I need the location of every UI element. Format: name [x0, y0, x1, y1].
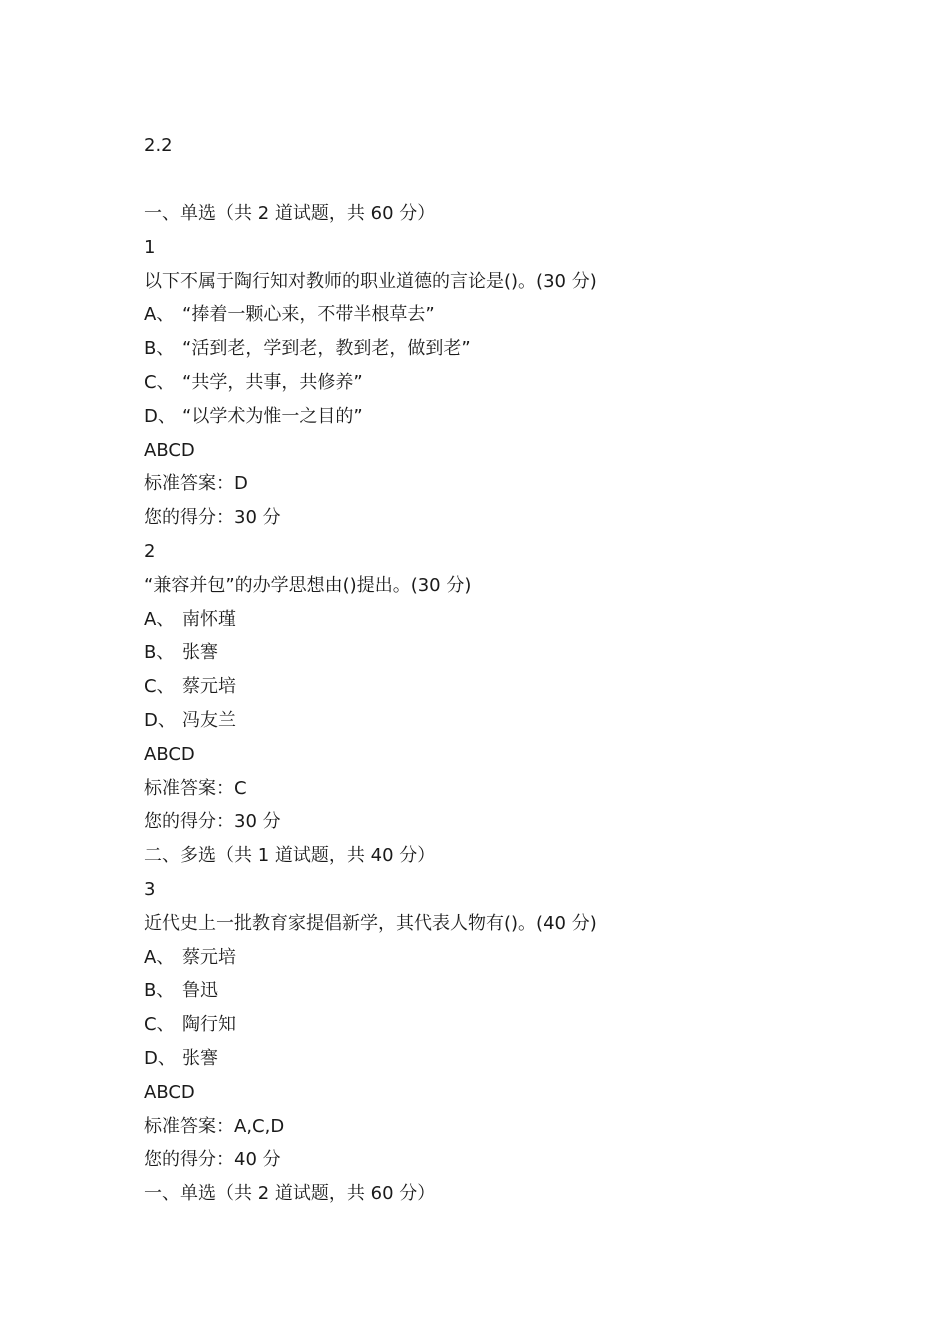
your-score: 您的得分：30 分: [144, 507, 281, 529]
option-b: [144, 980, 864, 1002]
question-number: 1: [144, 236, 156, 258]
option-letter: C、: [144, 676, 175, 698]
option-text: 张謇: [182, 642, 218, 664]
option-letter: A、: [144, 304, 175, 326]
question-number: 3: [144, 878, 156, 900]
option-c: [144, 372, 864, 394]
option-text: 南怀瑾: [182, 608, 236, 630]
answer-choices: ABCD: [144, 1081, 195, 1103]
option-letter: C、: [144, 1014, 175, 1036]
question-stem: “兼容并包”的办学思想由()提出。(30 分): [144, 574, 472, 596]
standard-answer: 标准答案：C: [144, 777, 247, 799]
question-number: 2: [144, 540, 156, 562]
option-a: [144, 947, 864, 969]
option-text: 鲁迅: [182, 980, 218, 1002]
your-score: 您的得分：30 分: [144, 811, 281, 833]
question-stem: 近代史上一批教育家提倡新学，其代表人物有()。(40 分): [144, 912, 597, 934]
option-letter: D、: [144, 1047, 176, 1069]
option-letter: D、: [144, 405, 176, 427]
option-text: 陶行知: [182, 1014, 236, 1036]
section-heading: 二、多选（共 1 道试题，共 40 分）: [144, 845, 436, 867]
option-a: [144, 304, 864, 326]
option-text: 蔡元培: [182, 676, 236, 698]
option-letter: A、: [144, 608, 175, 630]
your-score: 您的得分：40 分: [144, 1149, 281, 1171]
option-b: [144, 338, 864, 360]
option-d: [144, 710, 864, 732]
document-page: [144, 135, 864, 1217]
option-text: 冯友兰: [182, 709, 236, 731]
option-d: [144, 1048, 864, 1070]
option-text: “捧着一颗心来，不带半根草去”: [182, 304, 435, 326]
option-d: [144, 406, 864, 428]
standard-answer: 标准答案：A,C,D: [144, 1115, 285, 1137]
section-heading: 一、单选（共 2 道试题，共 60 分）: [144, 1183, 436, 1205]
option-letter: D、: [144, 709, 176, 731]
page-number: 2.2: [144, 135, 173, 156]
section-heading: 一、单选（共 2 道试题，共 60 分）: [144, 203, 436, 224]
option-a: [144, 609, 864, 631]
option-text: “共学，共事，共修养”: [182, 371, 363, 393]
answer-choices: ABCD: [144, 743, 195, 765]
standard-answer: 标准答案：D: [144, 473, 248, 495]
option-b: [144, 642, 864, 664]
option-letter: B、: [144, 642, 175, 664]
option-c: [144, 1014, 864, 1036]
answer-choices: ABCD: [144, 439, 195, 461]
option-c: [144, 676, 864, 698]
option-text: 张謇: [182, 1047, 218, 1069]
option-letter: A、: [144, 946, 175, 968]
option-letter: B、: [144, 980, 175, 1002]
option-text: “以学术为惟一之目的”: [182, 405, 363, 427]
option-text: 蔡元培: [182, 946, 236, 968]
question-stem: 以下不属于陶行知对教师的职业道德的言论是()。(30 分): [144, 270, 597, 292]
option-letter: B、: [144, 338, 175, 360]
option-letter: C、: [144, 371, 175, 393]
option-text: “活到老，学到老，教到老，做到老”: [182, 338, 471, 360]
